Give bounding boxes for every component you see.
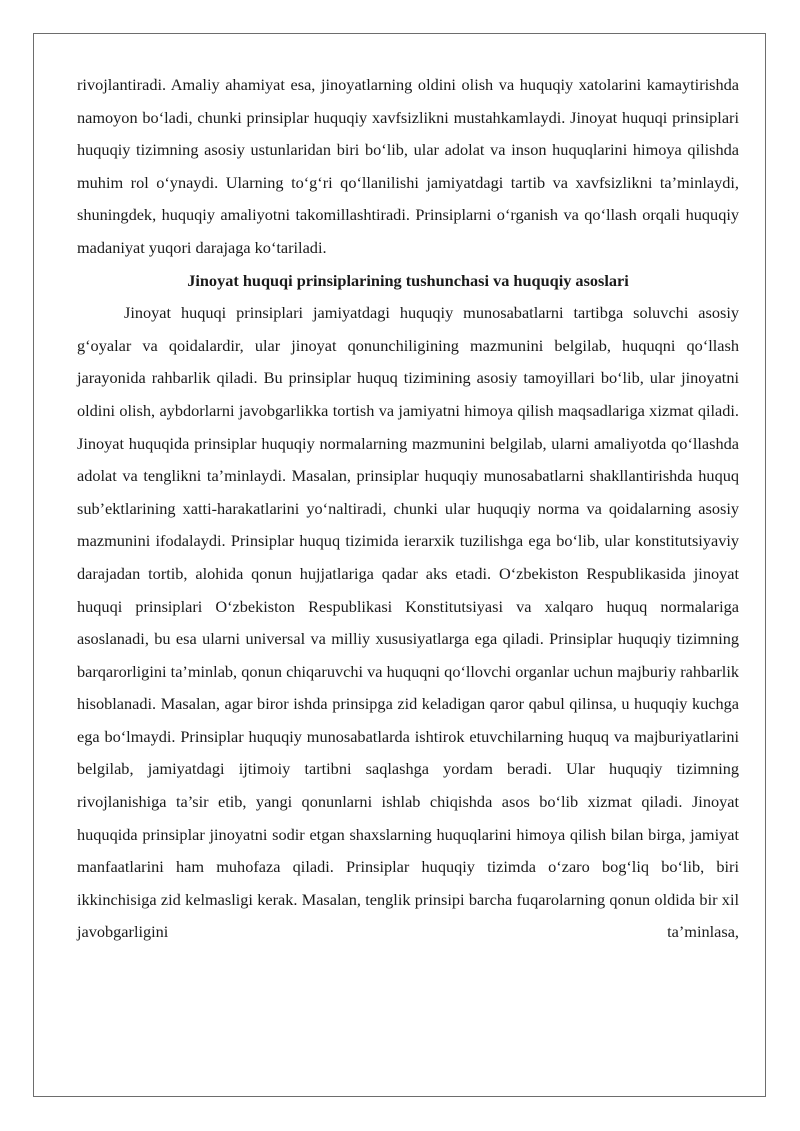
section-heading: Jinoyat huquqi prinsiplarining tushunchasi va huquqiy asoslari xyxy=(187,270,629,290)
paragraph-intro: rivojlantiradi. Amaliy ahamiyat esa, jinoyatlarning oldini olish va huquqiy xatolarini kamaytirishda namoyon bo‘ladi, chunki prinsiplar huquqiy xavfsizlikni mustahkamlaydi. Jinoyat huquqi prinsiplari huquqiy tizimning asosiy ustunlaridan biri bo‘lib, ular adolat va inson huquqlarini himoya qilishda muhim rol o‘ynaydi. Ularning to‘g‘ri qo‘llanilishi jamiyatdagi tartib va xavfsizlikni ta’minlaydi, shuningdek, huquqiy amaliyotni takomillashtiradi. Prinsiplarni o‘rganish va qo‘llash orqali huquqiy madaniyat yuqori darajaga ko‘tariladi. xyxy=(77,75,739,257)
paragraph-principles: Jinoyat huquqi prinsiplari jamiyatdagi huquqiy munosabatlarni tartibga soluvchi asosiy g‘oyalar va qoidalardir, ular jinoyat qonunchiligining mazmunini belgilab, huquqni qo‘llash jarayonida rahbarlik qiladi. Bu prinsiplar huquq tizimining asosiy tamoyillari bo‘lib, ular jinoyatni oldini olish, aybdorlarni javobgarlikka tortish va jamiyatni himoya qilish maqsadlariga xizmat qiladi. Jinoyat huquqida prinsiplar huquqiy normalarning mazmunini belgilab, ularni amaliyotda qo‘llashda adolat va tenglikni ta’minlaydi. Masalan, prinsiplar huquqiy munosabatlarni shakllantirishda huquq sub’ektlarining xatti-harakatlarini yo‘naltiradi, chunki ular huquqiy norma va qoidalarning asosiy mazmunini ifodalaydi. Prinsiplar huquq tizimida ierarxik tuzilishga ega bo‘lib, ular konstitutsiyaviy darajadan tortib, alohida qonun hujjatlariga qadar aks etadi. O‘zbekiston Respublikasida jinoyat huquqi prinsiplari O‘zbekiston Respublikasi Konstitutsiyasi va xalqaro huquq normalariga asoslanadi, bu esa ularni universal va milliy xususiyatlarga ega qiladi. Prinsiplar huquqiy tizimning barqarorligini ta’minlab, qonun chiqaruvchi va huquqni qo‘llovchi organlar uchun majburiy rahbarlik hisoblanadi. Masalan, agar biror ishda prinsipga zid keladigan qaror qabul qilinsa, u huquqiy kuchga ega bo‘lmaydi. Prinsiplar huquqiy munosabatlarda ishtirok etuvchilarning huquq va majburiyatlarini belgilab, jamiyatdagi ijtimoiy tartibni saqlashga yordam beradi. Ular huquqiy tizimning rivojlanishiga ta’sir etib, yangi qonunlarni ishlab chiqishda asos bo‘lib xizmat qiladi. Jinoyat huquqida prinsiplar jinoyatni sodir etgan shaxslarning huquqlarini himoya qilish bilan birga, jamiyat manfaatlarini ham muhofaza qiladi. Prinsiplar huquqiy tizimda o‘zaro bog‘liq bo‘lib, biri ikkinchisiga zid kelmasligi kerak. Masalan, tenglik prinsipi barcha fuqarolarning qonun oldida bir xil javobgarligini ta’minlasa, xyxy=(77,303,739,942)
document-body xyxy=(77,69,739,949)
